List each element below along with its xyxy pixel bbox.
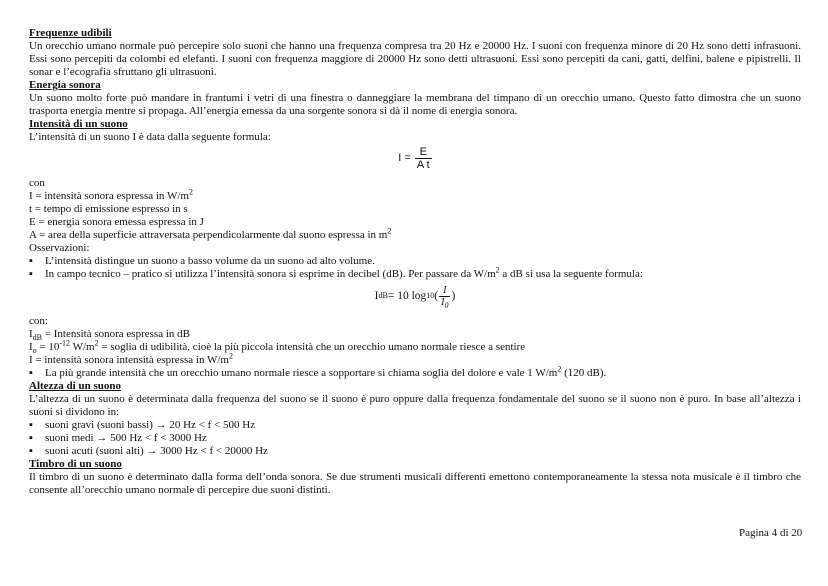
bullet3-text-b: (120 dB).	[561, 367, 607, 379]
con2-label: con:	[29, 315, 48, 327]
db-formula-numerator: I	[443, 284, 447, 296]
bullet-text: suoni medi → 500 Hz < f < 3000 Hz	[45, 432, 207, 444]
bullet-text: suoni gravi (suoni bassi) → 20 Hz < f < 500 Hz	[45, 419, 256, 431]
bullet3-sup: 2	[557, 364, 562, 374]
definition-t: t = tempo di emissione espresso in s	[29, 203, 188, 215]
db-formula-close-paren: )	[451, 289, 456, 302]
definition-idb-symbol: I	[29, 328, 33, 340]
bullet2-text-b: a dB si usa la seguente formula:	[499, 268, 643, 280]
bullet3-text-a: La più grande intensità che un orecchio umano normale riesce a sopportare si chiama soglia del dolore e vale 1 W/m	[45, 367, 558, 379]
bullet-icon: ▪	[29, 268, 33, 280]
con-label: con	[29, 177, 45, 189]
document-page	[29, 27, 801, 497]
definition-io-eq: = 10	[36, 341, 60, 353]
formula-numerator: E	[419, 146, 427, 158]
paragraph-frequenze-udibili: Un orecchio umano normale può percepire solo suoni che hanno una frequenza compresa tra 20 Hz e 20000 Hz. I suoni con frequenza minore di 20 Hz sono detti infrasuoni. Essi sono percepiti da colombi ed elefanti. I suoni con frequenza maggiore di 20000 Hz sono detti ultrasuoni. Essi sono percepiti da cani, gatti, delfini, balene e pipistrelli. Il sonar e l’ecografia sfruttano gli ultrasuoni.	[29, 40, 801, 78]
definition-i-sup: 2	[188, 187, 193, 197]
bullet-icon: ▪	[29, 419, 33, 431]
bullet-item	[29, 445, 801, 458]
bullet-text: L’intensità distingue un suono a basso volume da un suono ad alto volume.	[45, 255, 375, 267]
definition-io-sub: o	[32, 346, 37, 356]
bullet2-sup: 2	[495, 265, 500, 275]
formula-lhs: I =	[398, 152, 411, 164]
heading-timbro: Timbro di un suono	[29, 458, 122, 470]
osservazioni-label: Osservazioni:	[29, 242, 90, 254]
definition-i2-text: I = intensità sonora intensità espressa in W/m	[29, 354, 229, 366]
db-formula-fraction	[439, 285, 450, 308]
definition-i-text: I = intensità sonora espressa in W/m	[29, 190, 189, 202]
definition-io-symbol: I	[29, 341, 33, 353]
paragraph-timbro: Il timbro di un suono è determinato dalla forma dell’onda sonora. Se due strumenti musicali differenti emettono contemporaneamente la stessa nota musicale è il timbro che consente all’orecchio umano normale di percepire due suoni distinti.	[29, 471, 801, 496]
db-formula-den-text: I	[441, 296, 445, 308]
definition-e: E = energia sonora emessa espressa in J	[29, 216, 204, 228]
definition-io-unit-sup: 2	[94, 338, 99, 348]
heading-altezza: Altezza di un suono	[29, 380, 121, 392]
db-formula-open-paren: (	[434, 289, 439, 302]
bullet-icon: ▪	[29, 432, 33, 444]
formula-fraction	[415, 146, 432, 171]
definition-io-unit: W/m	[70, 341, 95, 353]
bullet-text: suoni acuti (suoni alti) → 3000 Hz < f < 20000 Hz	[45, 445, 268, 457]
decibel-formula: I dB = 10 log 10 ( $\frac{I}{I_0}$ )	[374, 284, 456, 310]
definition-i	[29, 187, 801, 203]
paragraph-altezza: L’altezza di un suono è determinata dalla frequenza del suono se il suono è puro oppure dalla frequenza fondamentale del suono se il suono non è puro. In base all’altezza i suoni si dividono in:	[29, 393, 801, 418]
db-formula-eq: = 10 log	[387, 289, 427, 302]
db-formula-den-sub: 0	[444, 300, 449, 310]
definition-io-text: = soglia di udibilità, cioè la più piccola intensità che un orecchio umano normale riesce a sentire	[98, 341, 526, 353]
db-formula-lhs: I	[374, 289, 379, 302]
definition-i2	[29, 351, 801, 367]
definition-idb	[29, 328, 801, 341]
definition-i2-sup: 2	[229, 351, 233, 361]
bullet2-text-a: In campo tecnico – pratico si utilizza l’intensità sonora si esprime in decibel (dB). Per passare da W/m	[45, 268, 496, 280]
formula-denominator: A t	[416, 159, 430, 171]
bullet-item	[29, 419, 801, 432]
definition-idb-text: = Intensità sonora espressa in dB	[42, 328, 190, 340]
definition-a-sup: 2	[387, 226, 392, 236]
bullet-item	[29, 255, 801, 268]
paragraph-energia-sonora: Un suono molto forte può mandare in frantumi i vetri di una finestra o danneggiare la membrana del timpano di un orecchio umano. Questo fatto dimostra che un suono trasporta energia mentre si propaga. All’energia emessa da una sorgente sonora si dà il nome di energia sonora.	[29, 92, 801, 117]
intensity-formula	[29, 146, 801, 171]
intensita-intro: L’intensità di un suono I è data dalla seguente formula:	[29, 131, 271, 143]
bullet-item	[29, 265, 801, 281]
definition-idb-sub: dB	[32, 333, 43, 343]
bullet-icon: ▪	[29, 367, 33, 379]
bullet-text	[45, 364, 607, 380]
heading-intensita: Intensità di un suono	[29, 118, 128, 130]
db-formula-denominator	[439, 296, 450, 308]
bullet-item	[29, 364, 801, 380]
bullet-item	[29, 432, 801, 445]
bullet-icon: ▪	[29, 255, 33, 267]
definition-io-exp: -12	[59, 338, 71, 348]
heading-energia-sonora: Energia sonora	[29, 79, 101, 91]
bullet-icon: ▪	[29, 445, 33, 457]
definition-a-text: A = area della superficie attraversata perpendicolarmente dal suono espressa in m	[29, 229, 388, 241]
bullet-text	[45, 265, 643, 281]
page-number: Pagina 4 di 20	[739, 527, 803, 539]
definition-a	[29, 226, 801, 242]
heading-frequenze-udibili: Frequenze udibili	[29, 27, 112, 39]
